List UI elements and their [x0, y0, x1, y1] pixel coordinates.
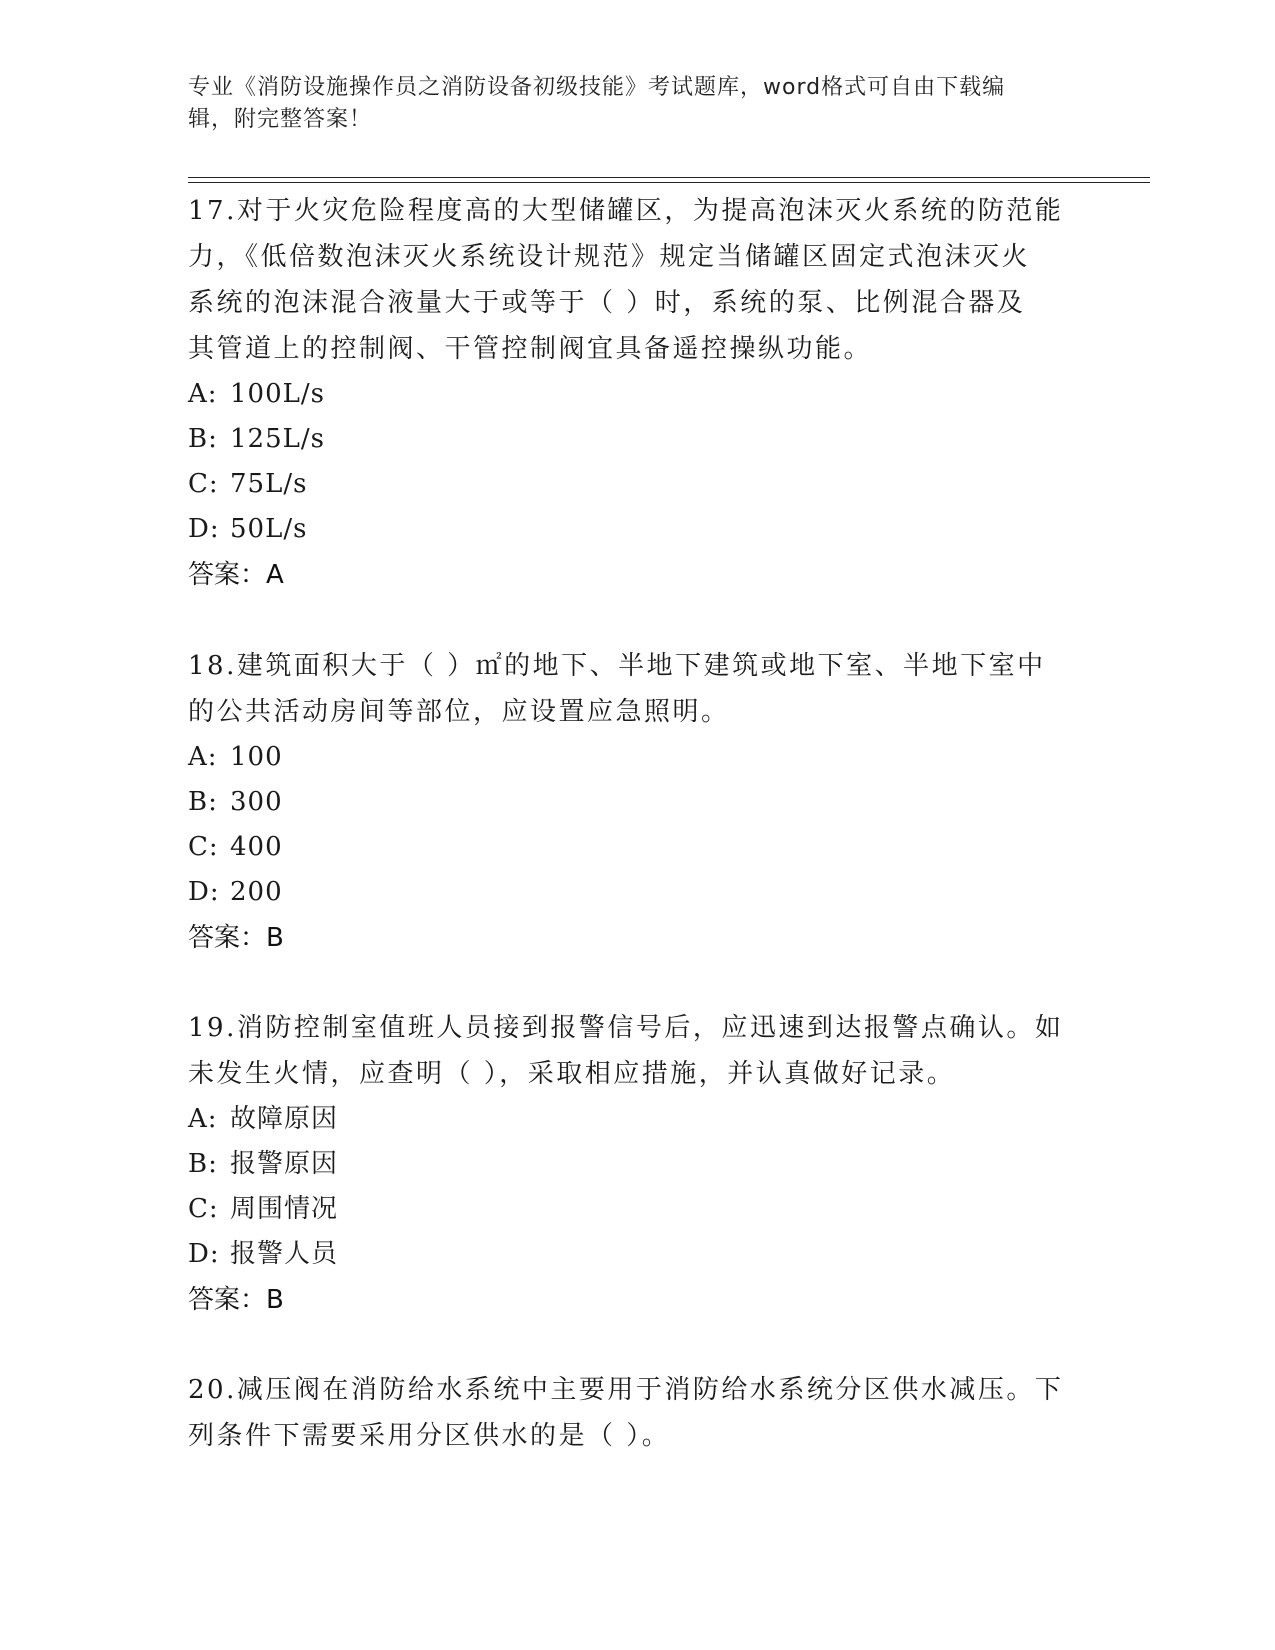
header-line: 专业《消防设施操作员之消防设备初级技能》考试题库，word格式可自由下载编	[188, 75, 1006, 100]
question-stem-line: 力，《低倍数泡沫灭火系统设计规范》规定当储罐区固定式泡沫灭火	[188, 242, 1031, 272]
answer-line: 答案：A	[188, 560, 284, 590]
option-b	[188, 1142, 1068, 1187]
option-d	[188, 870, 1068, 915]
option-key: C:	[188, 469, 219, 499]
option-b	[188, 780, 1068, 825]
question-stem-line: 的公共活动房间等部位，应设置应急照明。	[188, 697, 730, 727]
option-text: 400	[230, 832, 283, 862]
question-stem-line: 20.减压阀在消防给水系统中主要用于消防给水系统分区供水减压。下	[188, 1375, 1064, 1405]
option-key: C:	[188, 832, 219, 862]
option-a	[188, 372, 1068, 417]
option-text: 75L/s	[230, 469, 308, 499]
option-d	[188, 1232, 1068, 1277]
option-key: C:	[188, 1194, 219, 1224]
option-key: B:	[188, 1149, 218, 1179]
option-text: 200	[230, 877, 283, 907]
option-key: A:	[188, 379, 218, 409]
option-c	[188, 1187, 1068, 1232]
question-stem-line: 18.建筑面积大于（ ）㎡的地下、半地下建筑或地下室、半地下室中	[188, 651, 1046, 681]
question-17	[188, 188, 1068, 598]
question-stem-line: 其管道上的控制阀、干管控制阀宜具备遥控操纵功能。	[188, 334, 873, 364]
question-stem-line: 未发生火情，应查明（ ），采取相应措施，并认真做好记录。	[188, 1059, 956, 1089]
option-d	[188, 507, 1068, 552]
option-key: A:	[188, 742, 218, 772]
option-text: 报警原因	[230, 1149, 339, 1179]
option-key: A:	[188, 1104, 218, 1134]
question-stem-line: 系统的泡沫混合液量大于或等于（ ）时，系统的泵、比例混合器及	[188, 288, 1026, 318]
option-text: 故障原因	[230, 1104, 339, 1134]
answer-line: 答案：B	[188, 923, 284, 953]
option-text: 125L/s	[230, 424, 325, 454]
question-stem-line: 列条件下需要采用分区供水的是（ ）。	[188, 1421, 671, 1451]
header-divider	[188, 182, 1150, 183]
option-a	[188, 735, 1068, 780]
option-c	[188, 825, 1068, 870]
option-text: 100	[230, 742, 283, 772]
header-line: 辑，附完整答案！	[188, 107, 373, 132]
option-text: 周围情况	[230, 1194, 339, 1224]
header-divider	[188, 177, 1150, 178]
option-key: B:	[188, 424, 218, 454]
option-b	[188, 417, 1068, 462]
answer-line: 答案：B	[188, 1285, 284, 1315]
question-stem-line: 19.消防控制室值班人员接到报警信号后，应迅速到达报警点确认。如	[188, 1013, 1064, 1043]
option-a	[188, 1097, 1068, 1142]
question-20	[188, 1367, 1068, 1459]
option-key: D:	[188, 877, 220, 907]
question-stem-line: 17.对于火灾危险程度高的大型储罐区，为提高泡沫灭火系统的防范能	[188, 196, 1064, 226]
question-18	[188, 643, 1068, 961]
option-text: 300	[230, 787, 283, 817]
option-key: D:	[188, 514, 220, 544]
option-text: 100L/s	[230, 379, 325, 409]
option-text: 报警人员	[230, 1239, 339, 1269]
option-c	[188, 462, 1068, 507]
option-key: B:	[188, 787, 218, 817]
document-header	[188, 72, 1088, 136]
option-text: 50L/s	[230, 514, 308, 544]
option-key: D:	[188, 1239, 220, 1269]
question-19	[188, 1005, 1068, 1323]
